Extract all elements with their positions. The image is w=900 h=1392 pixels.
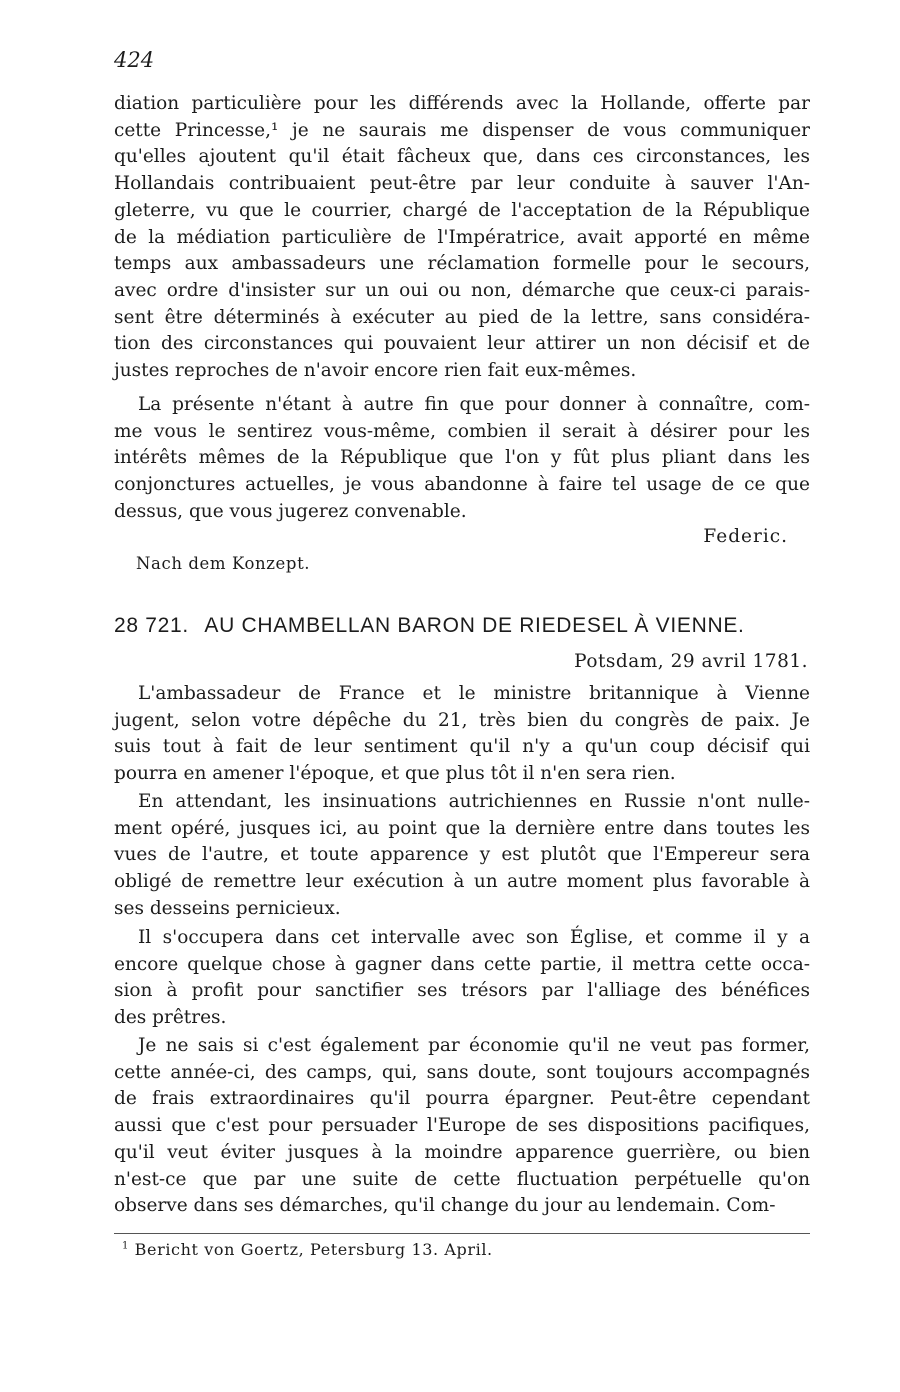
text-line: En attendant, les insinuations autrichiennes en Russie n'ont nulle- xyxy=(138,791,810,812)
source-note: Nach dem Konzept. xyxy=(136,554,311,573)
text-line: aussi que c'est pour persuader l'Europe de ses dispositions pacifiques, xyxy=(114,1115,810,1137)
text-line: Il s'occupera dans cet intervalle avec son Église, et comme il y a xyxy=(138,927,810,948)
dateline: Potsdam, 29 avril 1781. xyxy=(574,651,808,672)
footnote-text: Bericht von Goertz, Petersburg 13. April. xyxy=(134,1240,493,1259)
text-line: pourra en amener l'époque, et que plus tôt il n'en sera rien. xyxy=(114,763,676,785)
signature: Federic. xyxy=(703,526,788,547)
text-line: gleterre, vu que le courrier, chargé de l'acceptation de la République xyxy=(114,199,810,221)
text-line: sion à profit pour sanctifier ses trésors par l'alliage des bénéfices xyxy=(114,980,810,1002)
text-line: cette année-ci, des camps, qui, sans doute, sont toujours accompagnés xyxy=(114,1061,810,1083)
text-line: des prêtres. xyxy=(114,1007,227,1029)
paragraph-church xyxy=(114,925,810,1032)
letter-number: 28 721. xyxy=(114,614,189,637)
text-line: obligé de remettre leur exécution à un autre moment plus favorable à xyxy=(114,871,810,893)
footnote-marker: 1 xyxy=(122,1240,129,1252)
footnote-rule xyxy=(114,1233,810,1234)
text-line: L'ambassadeur de France et le ministre britannique à Vienne xyxy=(138,683,810,704)
paragraph-continuation xyxy=(114,91,810,385)
text-line: n'est-ce que par une suite de cette fluctuation perpétuelle qu'on xyxy=(114,1168,810,1190)
text-line: La présente n'étant à autre fin que pour donner à connaître, com- xyxy=(138,394,810,415)
text-line: Hollandais contribuaient peut-être par leur conduite à sauver l'An- xyxy=(114,173,810,195)
text-line: de la médiation particulière de l'Impératrice, avait apporté en même xyxy=(114,226,810,248)
text-line: ment opéré, jusques ici, au point que la dernière entre dans toutes les xyxy=(114,817,810,839)
paragraph-austrian-insinuations xyxy=(114,789,810,923)
paragraph-peace-congress xyxy=(114,681,810,788)
text-line: temps aux ambassadeurs une réclamation formelle pour le secours, xyxy=(114,253,810,275)
text-line: jugent, selon votre dépêche du 21, très bien du congrès de paix. Je xyxy=(114,709,810,731)
text-line: Je ne sais si c'est également par économie qu'il ne veut pas former, xyxy=(138,1035,810,1056)
text-line: sent être déterminés à exécuter au pied de la lettre, sans considéra- xyxy=(114,306,810,328)
text-line: observe dans ses démarches, qu'il change du jour au lendemain. Com- xyxy=(114,1195,776,1217)
text-line: diation particulière pour les différends avec la Hollande, offerte par xyxy=(114,93,810,114)
text-line: encore quelque chose à gagner dans cette partie, il mettra cette occa- xyxy=(114,953,810,975)
text-line: tion des circonstances qui pouvaient leur attirer un non décisif et de xyxy=(114,333,810,355)
letter-heading xyxy=(114,614,810,638)
text-line: suis tout à fait de leur sentiment qu'il n'y a qu'un coup décisif qui xyxy=(114,736,810,758)
text-line: qu'il veut éviter jusques à la moindre apparence guerrière, ou bien xyxy=(114,1141,810,1163)
paragraph-closing-remark xyxy=(114,392,810,526)
text-line: vues de l'autre, et toute apparence y est plutôt que l'Empereur sera xyxy=(114,844,810,866)
text-line: conjonctures actuelles, je vous abandonne à faire tel usage de ce que xyxy=(114,474,810,496)
footnote xyxy=(122,1240,493,1259)
page-number: 424 xyxy=(114,48,155,72)
text-line: qu'elles ajoutent qu'il était fâcheux que, dans ces circonstances, les xyxy=(114,146,810,168)
text-line: de frais extraordinaires qu'il pourra épargner. Peut-être cependant xyxy=(114,1088,810,1110)
text-line: avec ordre d'insister sur un oui ou non, démarche que ceux-ci parais- xyxy=(114,279,810,301)
paragraph-camps xyxy=(114,1033,810,1220)
text-line: ses desseins pernicieux. xyxy=(114,897,341,919)
text-line: dessus, que vous jugerez convenable. xyxy=(114,500,467,522)
text-line: justes reproches de n'avoir encore rien fait eux-mêmes. xyxy=(114,360,637,382)
text-line: me vous le sentirez vous-même, combien il serait à désirer pour les xyxy=(114,420,810,442)
letter-title: AU CHAMBELLAN BARON DE RIEDESEL À VIENNE. xyxy=(204,614,745,637)
text-line: intérêts mêmes de la République que l'on y fût plus pliant dans les xyxy=(114,447,810,469)
text-line: cette Princesse,¹ je ne saurais me dispenser de vous communiquer xyxy=(114,119,810,141)
